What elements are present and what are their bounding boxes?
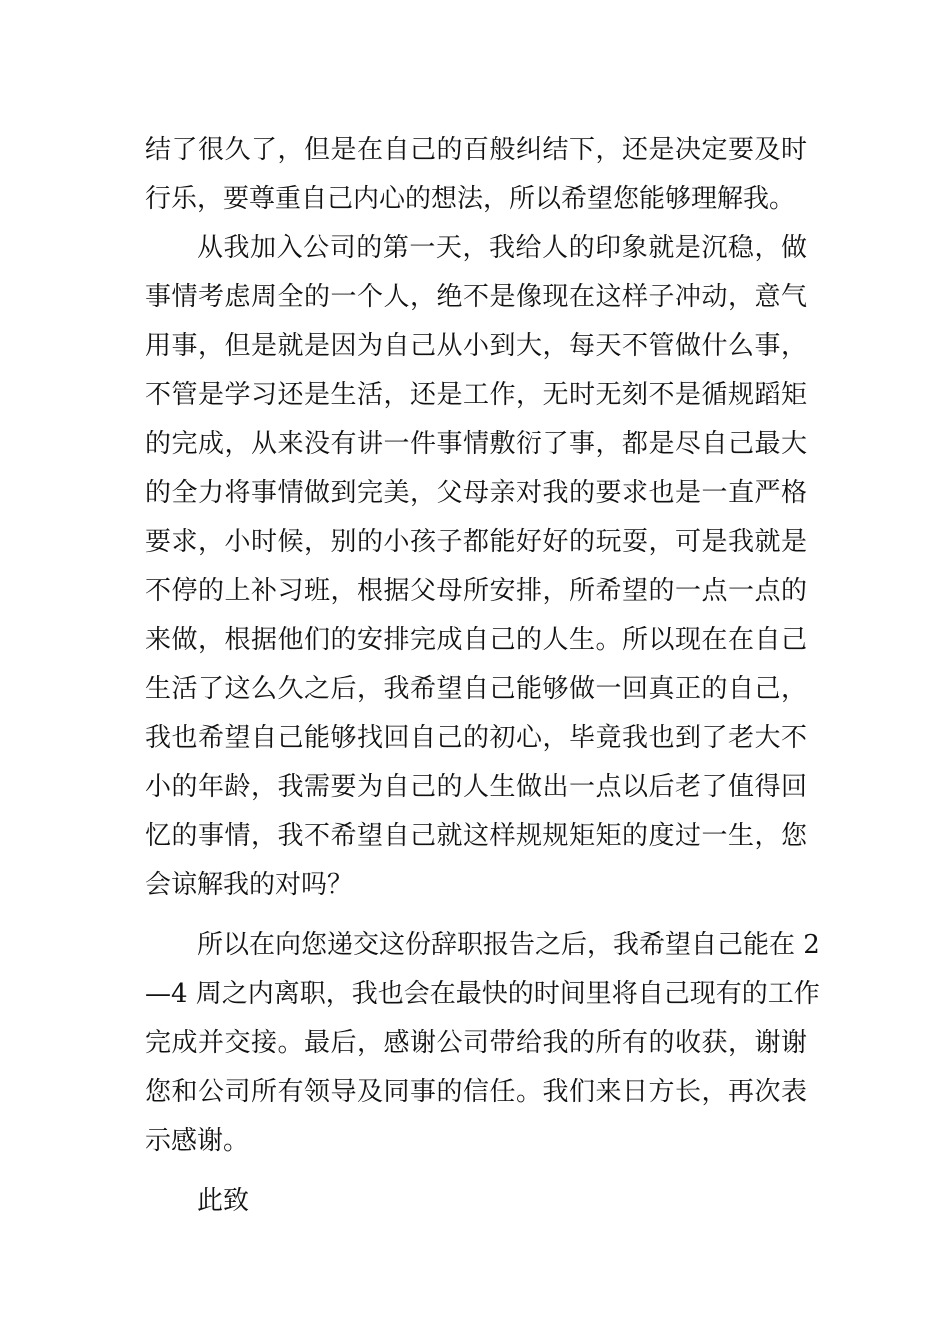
paragraph-line: 示感谢。	[145, 1126, 250, 1156]
paragraph-line: 要求，小时候，别的小孩子都能好好的玩耍，可是我就是	[145, 527, 807, 557]
paragraph-line: 行乐，要尊重自己内心的想法，所以希望您能够理解我。	[145, 184, 796, 214]
closing-salutation: 此致	[197, 1186, 250, 1216]
paragraph-line: 不停的上补习班，根据父母所安排，所希望的一点一点的	[145, 576, 807, 606]
paragraph-line: —4 周之内离职，我也会在最快的时间里将自己现有的工作	[145, 979, 820, 1009]
paragraph-line: 用事，但是就是因为自己从小到大，每天不管做什么事，	[145, 331, 807, 361]
paragraph-line: 从我加入公司的第一天，我给人的印象就是沉稳，做	[197, 233, 807, 263]
paragraph-line: 完成并交接。最后，感谢公司带给我的所有的收获，谢谢	[145, 1028, 807, 1058]
paragraph-line: 事情考虑周全的一个人，绝不是像现在这样子冲动，意气	[145, 282, 807, 312]
paragraph-line: 来做，根据他们的安排完成自己的人生。所以现在在自己	[145, 625, 807, 655]
paragraph-line: 小的年龄，我需要为自己的人生做出一点以后老了值得回	[145, 772, 807, 802]
paragraph-line: 的完成，从来没有讲一件事情敷衍了事，都是尽自己最大	[145, 429, 807, 459]
paragraph-line: 我也希望自己能够找回自己的初心，毕竟我也到了老大不	[145, 723, 807, 753]
paragraph-line: 生活了这么久之后，我希望自己能够做一回真正的自己，	[145, 674, 807, 704]
paragraph-line: 所以在向您递交这份辞职报告之后，我希望自己能在 2	[197, 930, 820, 960]
paragraph-line: 您和公司所有领导及同事的信任。我们来日方长，再次表	[145, 1077, 807, 1107]
paragraph-line: 结了很久了，但是在自己的百般纠结下，还是决定要及时	[145, 135, 807, 165]
paragraph-line: 的全力将事情做到完美，父母亲对我的要求也是一直严格	[145, 478, 807, 508]
paragraph-line: 忆的事情，我不希望自己就这样规规矩矩的度过一生，您	[145, 821, 807, 851]
paragraph-line: 不管是学习还是生活，还是工作，无时无刻不是循规蹈矩	[145, 380, 807, 410]
paragraph-line: 会谅解我的对吗？	[145, 870, 354, 900]
